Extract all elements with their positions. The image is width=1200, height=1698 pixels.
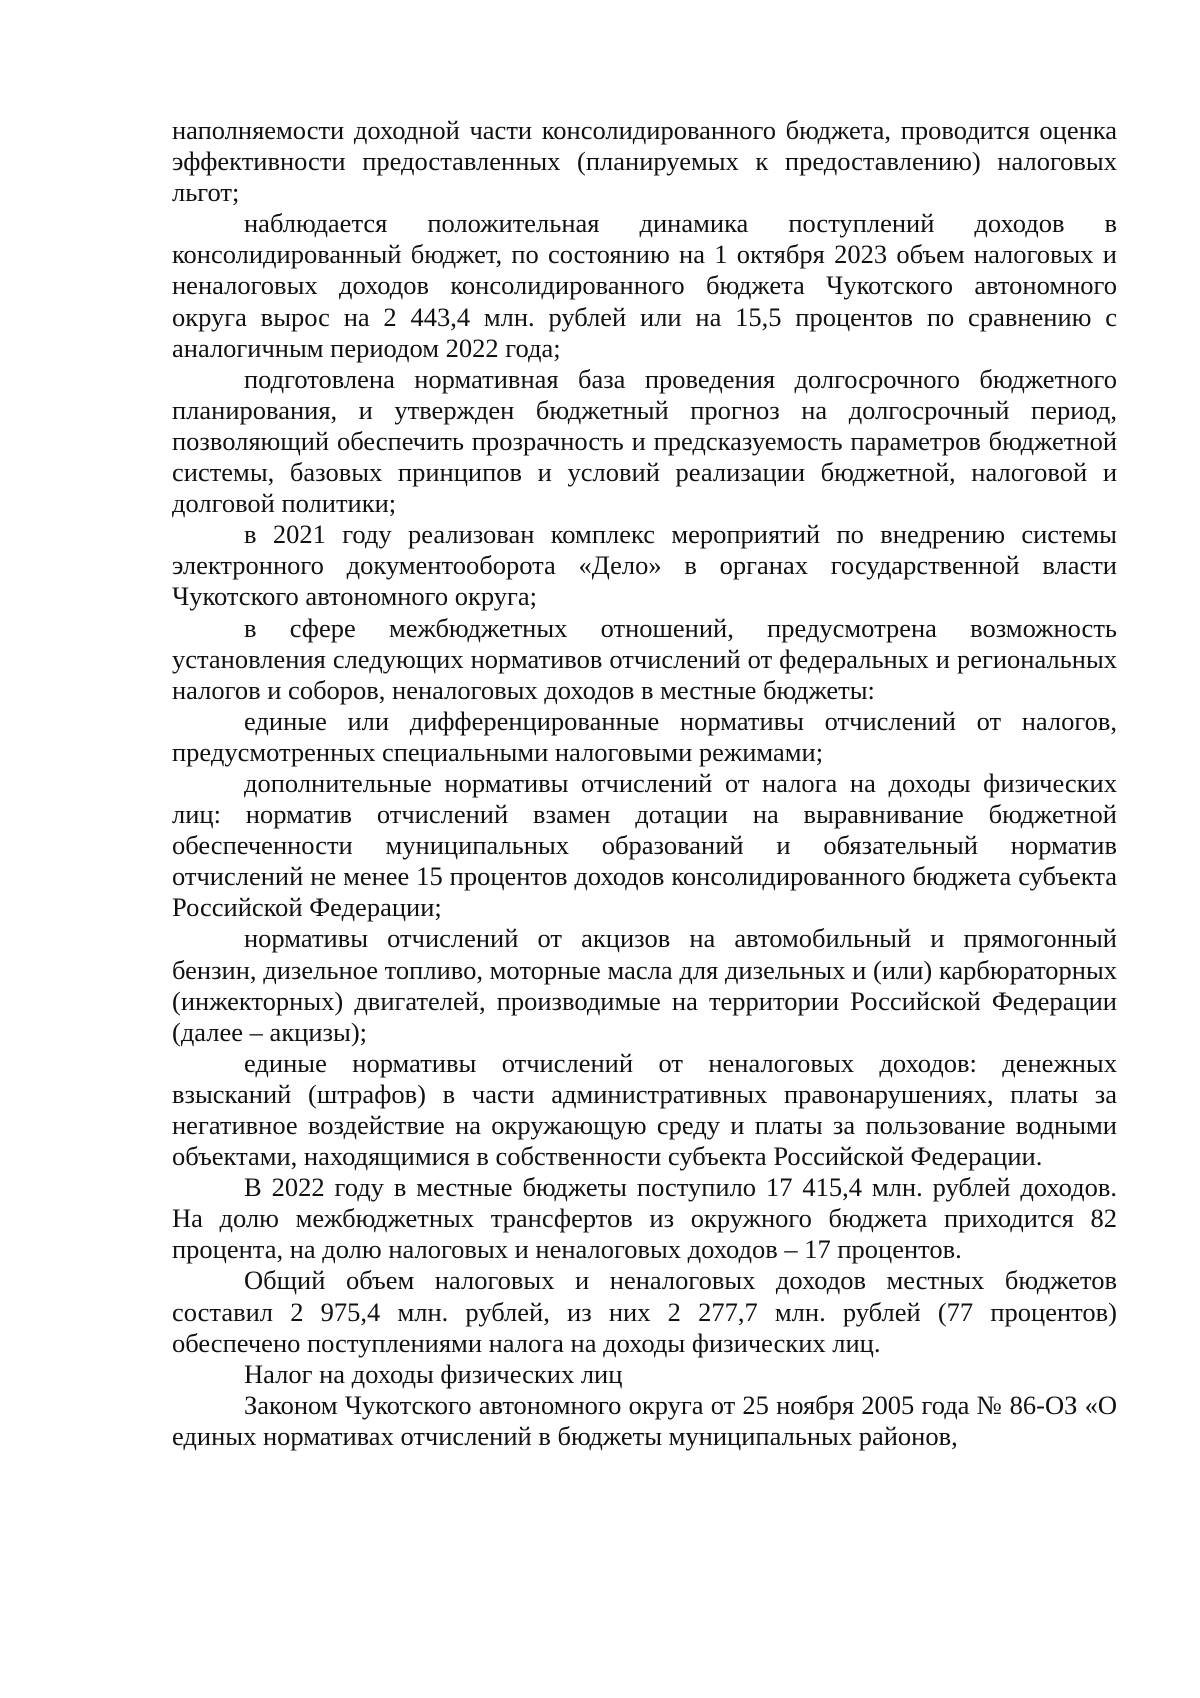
paragraph-excise-norms: нормативы отчислений от акцизов на автомобильный и прямогонный бензин, дизельное топливо, моторные масла для дизельных и (или) карбюраторных (инжекторных) двигателей, производимые на территории Российской Федерации (далее – акцизы);: [172, 923, 1117, 1047]
paragraph-special-regimes: единые или дифференцированные нормативы отчислений от налогов, предусмотренных специальными налоговыми режимами;: [172, 705, 1117, 767]
paragraph-law-86-oz: Законом Чукотского автономного округа от 25 ноября 2005 года № 86-ОЗ «О единых нормативах отчислений в бюджеты муниципальных районов,: [172, 1389, 1117, 1451]
paragraph-non-tax-norms: единые нормативы отчислений от неналоговых доходов: денежных взысканий (штрафов) в части административных правонарушениях, платы за негативное воздействие на окружающую среду и платы за пользование водными объектами, находящимися в собственности субъекта Российской Федерации.: [172, 1047, 1117, 1172]
paragraph-tax-revenue-total: Общий объем налоговых и неналоговых доходов местных бюджетов составил 2 975,4 млн. рублей, из них 2 277,7 млн. рублей (77 процентов) обеспечено поступлениями налога на доходы физических лиц.: [172, 1265, 1117, 1358]
document-body: [172, 115, 1117, 1452]
paragraph-revenue-dynamics: наблюдается положительная динамика поступлений доходов в консолидированный бюджет, по состоянию на 1 октября 2023 объем налоговых и неналоговых доходов консолидированного бюджета Чукотского автономного округа вырос на 2 443,4 млн. рублей или на 15,5 процентов по сравнению с аналогичным периодом 2022 года;: [172, 208, 1117, 363]
paragraph-interbudget-relations: в сфере межбюджетных отношений, предусмотрена возможность установления следующих нормативов отчислений от федеральных и региональных налогов и соборов, неналоговых доходов в местные бюджеты:: [172, 612, 1117, 705]
paragraph-ndfl-norms: дополнительные нормативы отчислений от налога на доходы физических лиц: норматив отчислений взамен дотации на выравнивание бюджетной обеспеченности муниципальных образований и обязательный норматив отчислений не менее 15 процентов доходов консолидированного бюджета субъекта Российской Федерации;: [172, 767, 1117, 923]
paragraph-local-budgets-2022: В 2022 году в местные бюджеты поступило 17 415,4 млн. рублей доходов. На долю межбюджетных трансфертов из окружного бюджета приходится 82 процента, на долю налоговых и неналоговых доходов – 17 процентов.: [172, 1172, 1117, 1265]
paragraph-continuation: наполняемости доходной части консолидированного бюджета, проводится оценка эффективности предоставленных (планируемых к предоставлению) налоговых льгот;: [172, 115, 1117, 208]
section-heading-ndfl: Налог на доходы физических лиц: [244, 1358, 623, 1389]
paragraph-long-term-planning: подготовлена нормативная база проведения долгосрочного бюджетного планирования, и утвержден бюджетный прогноз на долгосрочный период, позволяющий обеспечить прозрачность и предсказуемость параметров бюджетной системы, базовых принципов и условий реализации бюджетной, налоговой и долговой политики;: [172, 363, 1117, 519]
paragraph-edo-delo: в 2021 году реализован комплекс мероприятий по внедрению системы электронного документооборота «Дело» в органах государственной власти Чукотского автономного округа;: [172, 519, 1117, 612]
